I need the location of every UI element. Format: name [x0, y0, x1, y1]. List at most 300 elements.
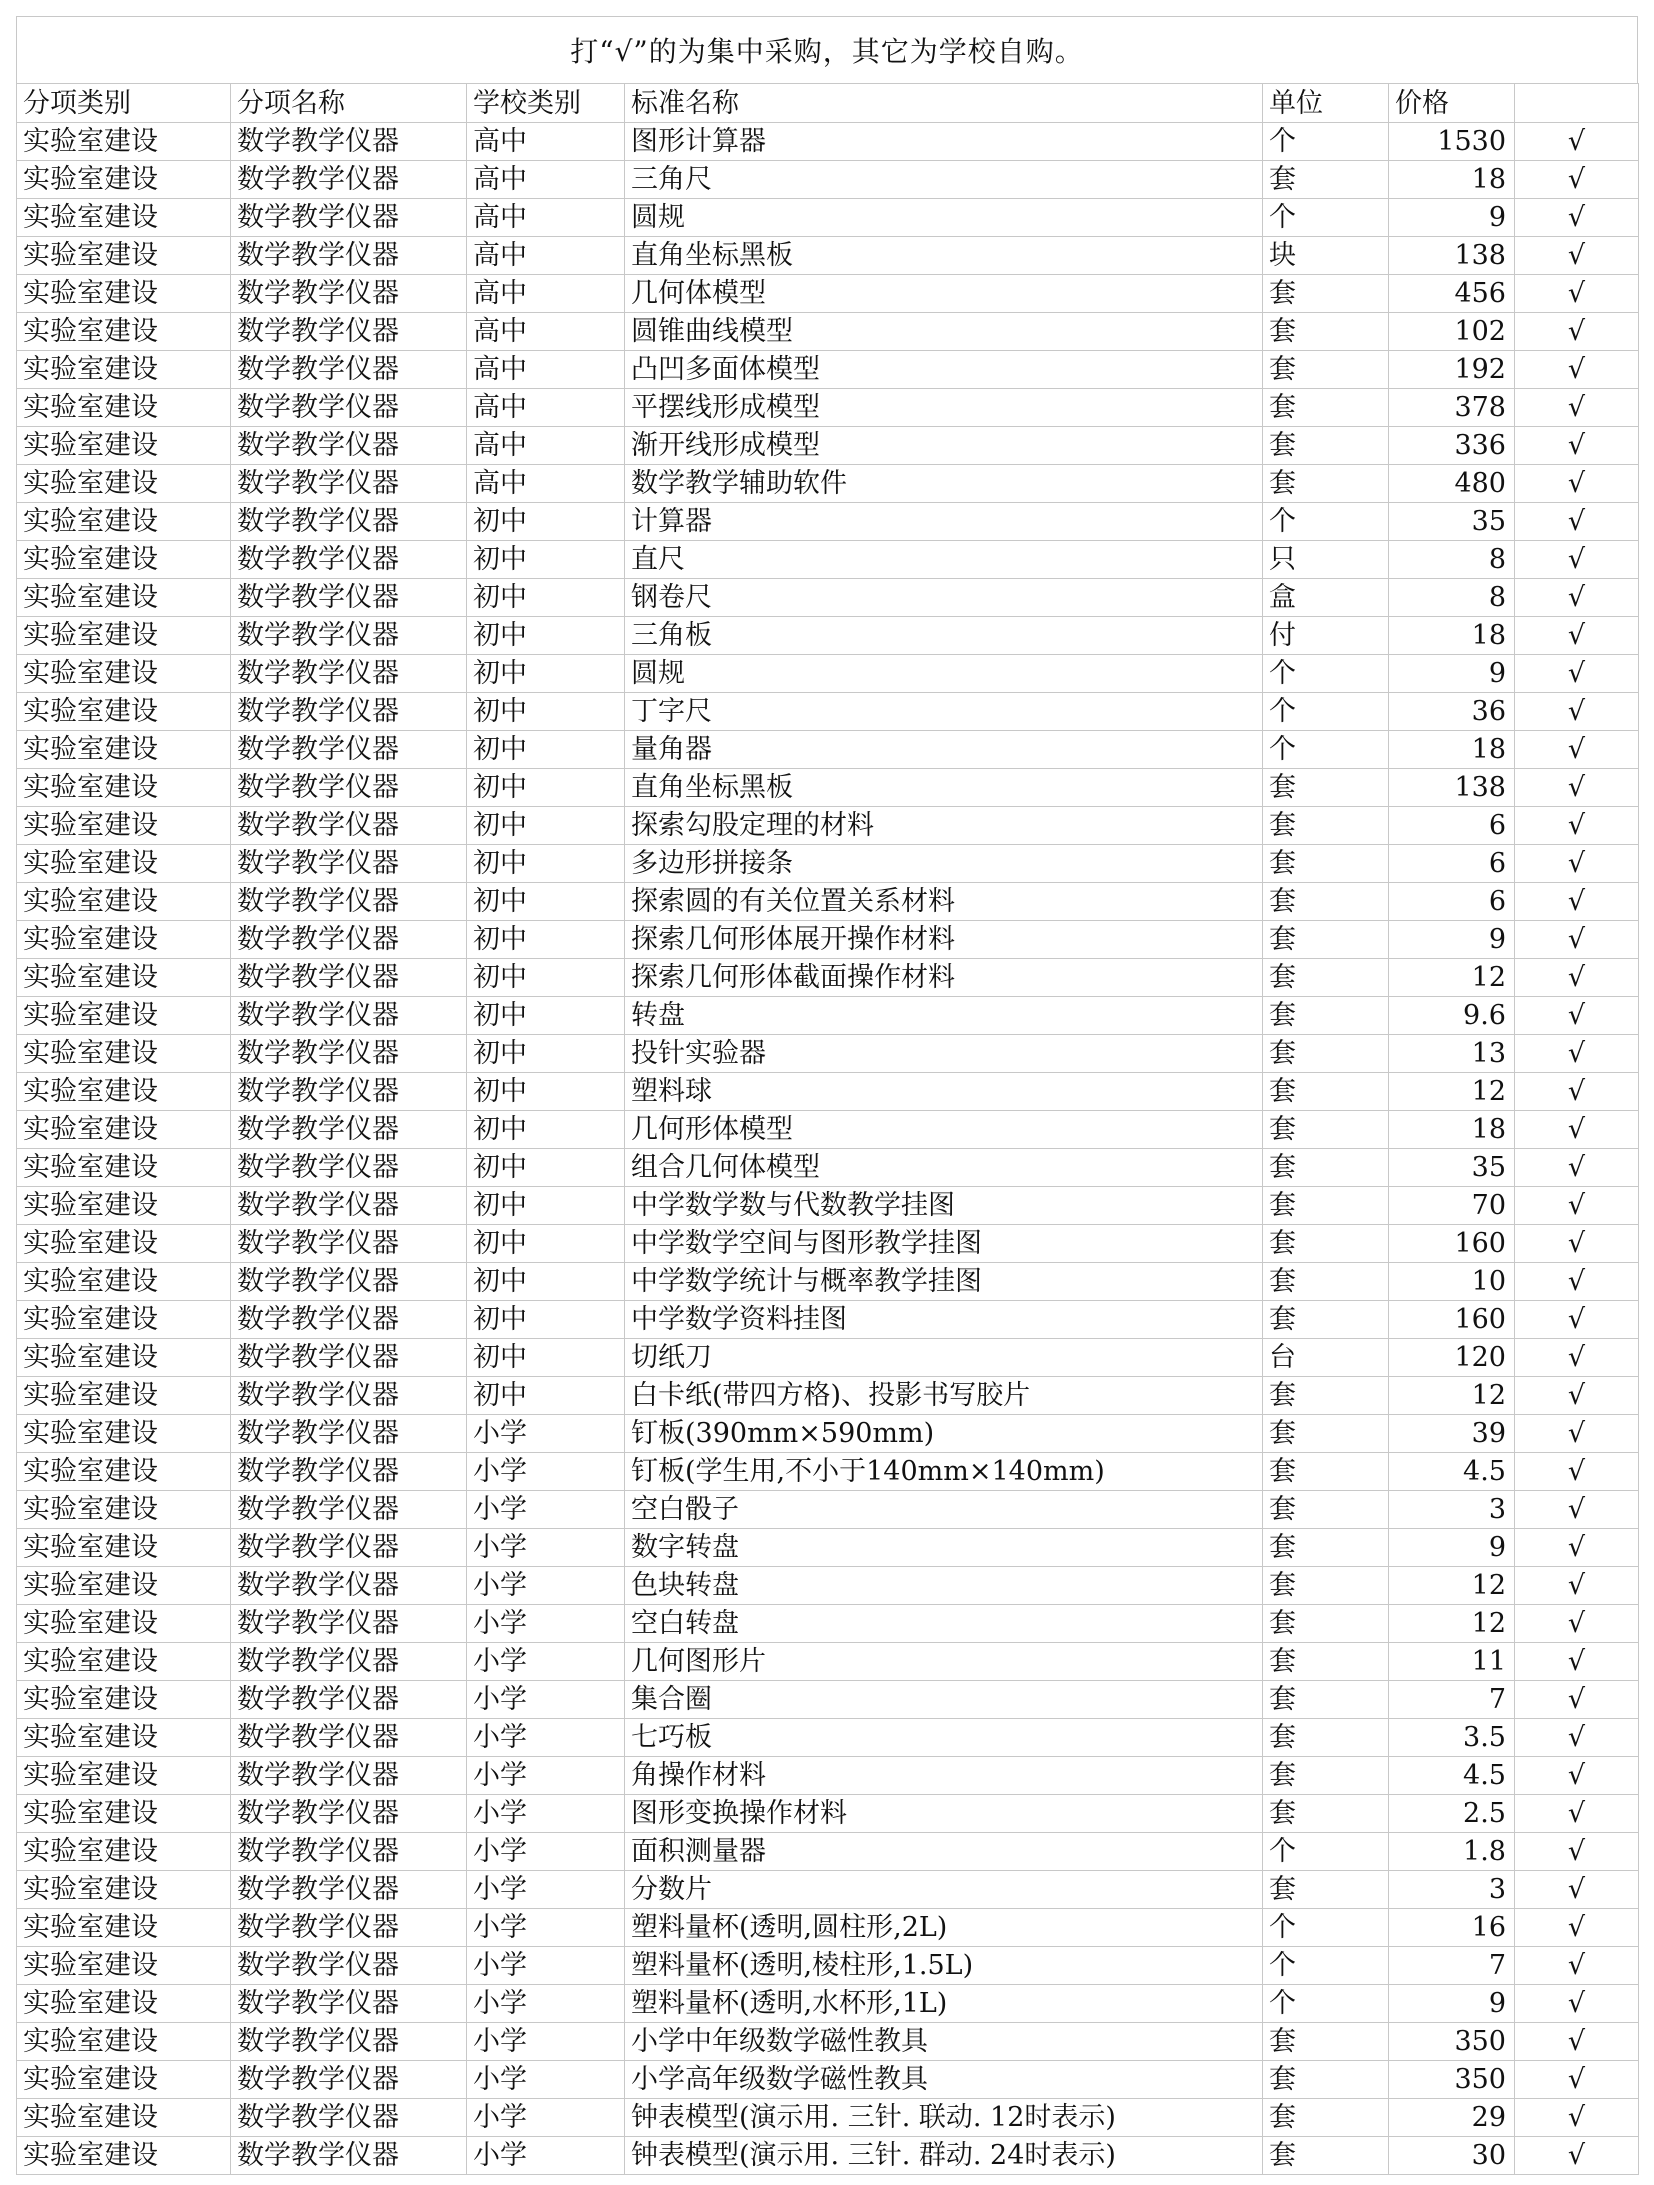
- unit-cell[interactable]: 套: [1263, 2061, 1389, 2099]
- school-type-cell[interactable]: 小学: [467, 2099, 625, 2137]
- item-group-cell[interactable]: 数学教学仪器: [231, 1263, 467, 1301]
- check-cell[interactable]: √: [1515, 1909, 1639, 1947]
- standard-name-cell[interactable]: 直尺: [625, 541, 1263, 579]
- standard-name-cell[interactable]: 转盘: [625, 997, 1263, 1035]
- price-cell[interactable]: 9: [1389, 655, 1515, 693]
- category-cell[interactable]: 实验室建设: [17, 655, 231, 693]
- item-group-cell[interactable]: 数学教学仪器: [231, 1187, 467, 1225]
- item-group-cell[interactable]: 数学教学仪器: [231, 1111, 467, 1149]
- unit-cell[interactable]: 套: [1263, 1795, 1389, 1833]
- school-type-cell[interactable]: 初中: [467, 1377, 625, 1415]
- unit-cell[interactable]: 套: [1263, 1035, 1389, 1073]
- price-cell[interactable]: 378: [1389, 389, 1515, 427]
- school-type-cell[interactable]: 小学: [467, 1453, 625, 1491]
- standard-name-cell[interactable]: 钟表模型(演示用. 三针. 群动. 24时表示): [625, 2137, 1263, 2175]
- standard-name-cell[interactable]: 三角板: [625, 617, 1263, 655]
- price-cell[interactable]: 3: [1389, 1491, 1515, 1529]
- price-cell[interactable]: 35: [1389, 503, 1515, 541]
- school-type-cell[interactable]: 初中: [467, 617, 625, 655]
- column-header[interactable]: 价格: [1389, 84, 1515, 123]
- standard-name-cell[interactable]: 数字转盘: [625, 1529, 1263, 1567]
- category-cell[interactable]: 实验室建设: [17, 389, 231, 427]
- price-cell[interactable]: 1.8: [1389, 1833, 1515, 1871]
- column-header[interactable]: [1515, 84, 1639, 123]
- unit-cell[interactable]: 套: [1263, 1681, 1389, 1719]
- standard-name-cell[interactable]: 切纸刀: [625, 1339, 1263, 1377]
- school-type-cell[interactable]: 初中: [467, 1073, 625, 1111]
- item-group-cell[interactable]: 数学教学仪器: [231, 959, 467, 997]
- unit-cell[interactable]: 套: [1263, 959, 1389, 997]
- school-type-cell[interactable]: 小学: [467, 1567, 625, 1605]
- category-cell[interactable]: 实验室建设: [17, 1149, 231, 1187]
- school-type-cell[interactable]: 小学: [467, 1871, 625, 1909]
- price-cell[interactable]: 4.5: [1389, 1757, 1515, 1795]
- category-cell[interactable]: 实验室建设: [17, 465, 231, 503]
- column-header[interactable]: 分项名称: [231, 84, 467, 123]
- price-cell[interactable]: 30: [1389, 2137, 1515, 2175]
- price-cell[interactable]: 102: [1389, 313, 1515, 351]
- item-group-cell[interactable]: 数学教学仪器: [231, 1605, 467, 1643]
- category-cell[interactable]: 实验室建设: [17, 313, 231, 351]
- school-type-cell[interactable]: 小学: [467, 1757, 625, 1795]
- unit-cell[interactable]: 套: [1263, 1225, 1389, 1263]
- standard-name-cell[interactable]: 空白骰子: [625, 1491, 1263, 1529]
- standard-name-cell[interactable]: 几何体模型: [625, 275, 1263, 313]
- standard-name-cell[interactable]: 平摆线形成模型: [625, 389, 1263, 427]
- standard-name-cell[interactable]: 塑料球: [625, 1073, 1263, 1111]
- check-cell[interactable]: √: [1515, 655, 1639, 693]
- category-cell[interactable]: 实验室建设: [17, 351, 231, 389]
- price-cell[interactable]: 6: [1389, 845, 1515, 883]
- school-type-cell[interactable]: 初中: [467, 845, 625, 883]
- unit-cell[interactable]: 套: [1263, 883, 1389, 921]
- standard-name-cell[interactable]: 直角坐标黑板: [625, 237, 1263, 275]
- standard-name-cell[interactable]: 探索几何形体截面操作材料: [625, 959, 1263, 997]
- category-cell[interactable]: 实验室建设: [17, 1985, 231, 2023]
- category-cell[interactable]: 实验室建设: [17, 1795, 231, 1833]
- unit-cell[interactable]: 只: [1263, 541, 1389, 579]
- check-cell[interactable]: √: [1515, 1681, 1639, 1719]
- school-type-cell[interactable]: 初中: [467, 1035, 625, 1073]
- unit-cell[interactable]: 个: [1263, 199, 1389, 237]
- unit-cell[interactable]: 个: [1263, 693, 1389, 731]
- item-group-cell[interactable]: 数学教学仪器: [231, 199, 467, 237]
- item-group-cell[interactable]: 数学教学仪器: [231, 921, 467, 959]
- price-cell[interactable]: 9: [1389, 1529, 1515, 1567]
- unit-cell[interactable]: 个: [1263, 731, 1389, 769]
- item-group-cell[interactable]: 数学教学仪器: [231, 997, 467, 1035]
- standard-name-cell[interactable]: 分数片: [625, 1871, 1263, 1909]
- school-type-cell[interactable]: 小学: [467, 1947, 625, 1985]
- category-cell[interactable]: 实验室建设: [17, 1111, 231, 1149]
- price-cell[interactable]: 70: [1389, 1187, 1515, 1225]
- school-type-cell[interactable]: 初中: [467, 807, 625, 845]
- column-header[interactable]: 单位: [1263, 84, 1389, 123]
- category-cell[interactable]: 实验室建设: [17, 921, 231, 959]
- check-cell[interactable]: √: [1515, 2061, 1639, 2099]
- school-type-cell[interactable]: 小学: [467, 1605, 625, 1643]
- check-cell[interactable]: √: [1515, 1035, 1639, 1073]
- price-cell[interactable]: 12: [1389, 1567, 1515, 1605]
- item-group-cell[interactable]: 数学教学仪器: [231, 845, 467, 883]
- check-cell[interactable]: √: [1515, 921, 1639, 959]
- item-group-cell[interactable]: 数学教学仪器: [231, 883, 467, 921]
- standard-name-cell[interactable]: 钟表模型(演示用. 三针. 联动. 12时表示): [625, 2099, 1263, 2137]
- check-cell[interactable]: √: [1515, 579, 1639, 617]
- item-group-cell[interactable]: 数学教学仪器: [231, 731, 467, 769]
- school-type-cell[interactable]: 初中: [467, 1263, 625, 1301]
- school-type-cell[interactable]: 高中: [467, 465, 625, 503]
- price-cell[interactable]: 456: [1389, 275, 1515, 313]
- check-cell[interactable]: √: [1515, 465, 1639, 503]
- item-group-cell[interactable]: 数学教学仪器: [231, 1377, 467, 1415]
- category-cell[interactable]: 实验室建设: [17, 1947, 231, 1985]
- school-type-cell[interactable]: 初中: [467, 655, 625, 693]
- standard-name-cell[interactable]: 钉板(学生用,不小于140mm×140mm): [625, 1453, 1263, 1491]
- price-cell[interactable]: 3: [1389, 1871, 1515, 1909]
- check-cell[interactable]: √: [1515, 503, 1639, 541]
- price-cell[interactable]: 10: [1389, 1263, 1515, 1301]
- item-group-cell[interactable]: 数学教学仪器: [231, 2061, 467, 2099]
- standard-name-cell[interactable]: 空白转盘: [625, 1605, 1263, 1643]
- category-cell[interactable]: 实验室建设: [17, 1529, 231, 1567]
- standard-name-cell[interactable]: 中学数学空间与图形教学挂图: [625, 1225, 1263, 1263]
- category-cell[interactable]: 实验室建设: [17, 503, 231, 541]
- item-group-cell[interactable]: 数学教学仪器: [231, 1301, 467, 1339]
- category-cell[interactable]: 实验室建设: [17, 123, 231, 161]
- column-header[interactable]: 标准名称: [625, 84, 1263, 123]
- unit-cell[interactable]: 台: [1263, 1339, 1389, 1377]
- item-group-cell[interactable]: 数学教学仪器: [231, 123, 467, 161]
- check-cell[interactable]: √: [1515, 617, 1639, 655]
- item-group-cell[interactable]: 数学教学仪器: [231, 1149, 467, 1187]
- standard-name-cell[interactable]: 投针实验器: [625, 1035, 1263, 1073]
- check-cell[interactable]: √: [1515, 959, 1639, 997]
- item-group-cell[interactable]: 数学教学仪器: [231, 1453, 467, 1491]
- price-cell[interactable]: 16: [1389, 1909, 1515, 1947]
- school-type-cell[interactable]: 初中: [467, 1301, 625, 1339]
- unit-cell[interactable]: 套: [1263, 1377, 1389, 1415]
- standard-name-cell[interactable]: 角操作材料: [625, 1757, 1263, 1795]
- column-header[interactable]: 分项类别: [17, 84, 231, 123]
- item-group-cell[interactable]: 数学教学仪器: [231, 1225, 467, 1263]
- price-cell[interactable]: 138: [1389, 769, 1515, 807]
- standard-name-cell[interactable]: 量角器: [625, 731, 1263, 769]
- category-cell[interactable]: 实验室建设: [17, 1073, 231, 1111]
- category-cell[interactable]: 实验室建设: [17, 731, 231, 769]
- category-cell[interactable]: 实验室建设: [17, 1643, 231, 1681]
- check-cell[interactable]: √: [1515, 769, 1639, 807]
- price-cell[interactable]: 18: [1389, 161, 1515, 199]
- standard-name-cell[interactable]: 探索几何形体展开操作材料: [625, 921, 1263, 959]
- category-cell[interactable]: 实验室建设: [17, 541, 231, 579]
- unit-cell[interactable]: 个: [1263, 1985, 1389, 2023]
- standard-name-cell[interactable]: 直角坐标黑板: [625, 769, 1263, 807]
- price-cell[interactable]: 160: [1389, 1301, 1515, 1339]
- school-type-cell[interactable]: 初中: [467, 1339, 625, 1377]
- check-cell[interactable]: √: [1515, 1187, 1639, 1225]
- item-group-cell[interactable]: 数学教学仪器: [231, 1719, 467, 1757]
- category-cell[interactable]: 实验室建设: [17, 1415, 231, 1453]
- check-cell[interactable]: √: [1515, 693, 1639, 731]
- standard-name-cell[interactable]: 图形计算器: [625, 123, 1263, 161]
- price-cell[interactable]: 160: [1389, 1225, 1515, 1263]
- item-group-cell[interactable]: 数学教学仪器: [231, 807, 467, 845]
- category-cell[interactable]: 实验室建设: [17, 1377, 231, 1415]
- unit-cell[interactable]: 套: [1263, 1301, 1389, 1339]
- price-cell[interactable]: 11: [1389, 1643, 1515, 1681]
- school-type-cell[interactable]: 小学: [467, 1529, 625, 1567]
- school-type-cell[interactable]: 高中: [467, 123, 625, 161]
- category-cell[interactable]: 实验室建设: [17, 1871, 231, 1909]
- category-cell[interactable]: 实验室建设: [17, 1681, 231, 1719]
- item-group-cell[interactable]: 数学教学仪器: [231, 1035, 467, 1073]
- item-group-cell[interactable]: 数学教学仪器: [231, 655, 467, 693]
- item-group-cell[interactable]: 数学教学仪器: [231, 351, 467, 389]
- price-cell[interactable]: 6: [1389, 883, 1515, 921]
- item-group-cell[interactable]: 数学教学仪器: [231, 427, 467, 465]
- category-cell[interactable]: 实验室建设: [17, 845, 231, 883]
- standard-name-cell[interactable]: 多边形拼接条: [625, 845, 1263, 883]
- school-type-cell[interactable]: 小学: [467, 2061, 625, 2099]
- school-type-cell[interactable]: 初中: [467, 1225, 625, 1263]
- standard-name-cell[interactable]: 中学数学资料挂图: [625, 1301, 1263, 1339]
- check-cell[interactable]: √: [1515, 1339, 1639, 1377]
- unit-cell[interactable]: 套: [1263, 2023, 1389, 2061]
- category-cell[interactable]: 实验室建设: [17, 1225, 231, 1263]
- unit-cell[interactable]: 套: [1263, 1187, 1389, 1225]
- item-group-cell[interactable]: 数学教学仪器: [231, 237, 467, 275]
- item-group-cell[interactable]: 数学教学仪器: [231, 1529, 467, 1567]
- check-cell[interactable]: √: [1515, 1643, 1639, 1681]
- unit-cell[interactable]: 套: [1263, 389, 1389, 427]
- check-cell[interactable]: √: [1515, 1567, 1639, 1605]
- price-cell[interactable]: 39: [1389, 1415, 1515, 1453]
- school-type-cell[interactable]: 初中: [467, 1187, 625, 1225]
- unit-cell[interactable]: 套: [1263, 351, 1389, 389]
- item-group-cell[interactable]: 数学教学仪器: [231, 693, 467, 731]
- unit-cell[interactable]: 套: [1263, 845, 1389, 883]
- item-group-cell[interactable]: 数学教学仪器: [231, 389, 467, 427]
- school-type-cell[interactable]: 小学: [467, 1833, 625, 1871]
- check-cell[interactable]: √: [1515, 161, 1639, 199]
- category-cell[interactable]: 实验室建设: [17, 769, 231, 807]
- school-type-cell[interactable]: 小学: [467, 1909, 625, 1947]
- price-cell[interactable]: 138: [1389, 237, 1515, 275]
- check-cell[interactable]: √: [1515, 541, 1639, 579]
- standard-name-cell[interactable]: 色块转盘: [625, 1567, 1263, 1605]
- check-cell[interactable]: √: [1515, 1871, 1639, 1909]
- standard-name-cell[interactable]: 钉板(390mm×590mm): [625, 1415, 1263, 1453]
- price-cell[interactable]: 13: [1389, 1035, 1515, 1073]
- school-type-cell[interactable]: 初中: [467, 883, 625, 921]
- item-group-cell[interactable]: 数学教学仪器: [231, 1947, 467, 1985]
- check-cell[interactable]: √: [1515, 351, 1639, 389]
- standard-name-cell[interactable]: 圆规: [625, 655, 1263, 693]
- category-cell[interactable]: 实验室建设: [17, 161, 231, 199]
- unit-cell[interactable]: 个: [1263, 655, 1389, 693]
- unit-cell[interactable]: 套: [1263, 1719, 1389, 1757]
- standard-name-cell[interactable]: 白卡纸(带四方格)、投影书写胶片: [625, 1377, 1263, 1415]
- check-cell[interactable]: √: [1515, 997, 1639, 1035]
- check-cell[interactable]: √: [1515, 1947, 1639, 1985]
- check-cell[interactable]: √: [1515, 2099, 1639, 2137]
- standard-name-cell[interactable]: 三角尺: [625, 161, 1263, 199]
- price-cell[interactable]: 29: [1389, 2099, 1515, 2137]
- standard-name-cell[interactable]: 圆规: [625, 199, 1263, 237]
- price-cell[interactable]: 2.5: [1389, 1795, 1515, 1833]
- unit-cell[interactable]: 套: [1263, 1453, 1389, 1491]
- unit-cell[interactable]: 套: [1263, 1263, 1389, 1301]
- price-cell[interactable]: 120: [1389, 1339, 1515, 1377]
- item-group-cell[interactable]: 数学教学仪器: [231, 1681, 467, 1719]
- price-cell[interactable]: 36: [1389, 693, 1515, 731]
- category-cell[interactable]: 实验室建设: [17, 1909, 231, 1947]
- price-cell[interactable]: 35: [1389, 1149, 1515, 1187]
- standard-name-cell[interactable]: 中学数学统计与概率教学挂图: [625, 1263, 1263, 1301]
- item-group-cell[interactable]: 数学教学仪器: [231, 579, 467, 617]
- price-cell[interactable]: 336: [1389, 427, 1515, 465]
- category-cell[interactable]: 实验室建设: [17, 2099, 231, 2137]
- item-group-cell[interactable]: 数学教学仪器: [231, 2099, 467, 2137]
- category-cell[interactable]: 实验室建设: [17, 1833, 231, 1871]
- check-cell[interactable]: √: [1515, 1415, 1639, 1453]
- check-cell[interactable]: √: [1515, 2023, 1639, 2061]
- standard-name-cell[interactable]: 组合几何体模型: [625, 1149, 1263, 1187]
- school-type-cell[interactable]: 初中: [467, 579, 625, 617]
- check-cell[interactable]: √: [1515, 1453, 1639, 1491]
- price-cell[interactable]: 192: [1389, 351, 1515, 389]
- standard-name-cell[interactable]: 塑料量杯(透明,水杯形,1L): [625, 1985, 1263, 2023]
- category-cell[interactable]: 实验室建设: [17, 1301, 231, 1339]
- unit-cell[interactable]: 套: [1263, 1491, 1389, 1529]
- price-cell[interactable]: 1530: [1389, 123, 1515, 161]
- category-cell[interactable]: 实验室建设: [17, 693, 231, 731]
- school-type-cell[interactable]: 初中: [467, 959, 625, 997]
- check-cell[interactable]: √: [1515, 389, 1639, 427]
- check-cell[interactable]: √: [1515, 123, 1639, 161]
- category-cell[interactable]: 实验室建设: [17, 1263, 231, 1301]
- check-cell[interactable]: √: [1515, 1149, 1639, 1187]
- unit-cell[interactable]: 套: [1263, 465, 1389, 503]
- check-cell[interactable]: √: [1515, 1757, 1639, 1795]
- price-cell[interactable]: 350: [1389, 2061, 1515, 2099]
- unit-cell[interactable]: 套: [1263, 1073, 1389, 1111]
- standard-name-cell[interactable]: 渐开线形成模型: [625, 427, 1263, 465]
- school-type-cell[interactable]: 初中: [467, 1111, 625, 1149]
- item-group-cell[interactable]: 数学教学仪器: [231, 1073, 467, 1111]
- item-group-cell[interactable]: 数学教学仪器: [231, 1415, 467, 1453]
- unit-cell[interactable]: 套: [1263, 275, 1389, 313]
- category-cell[interactable]: 实验室建设: [17, 997, 231, 1035]
- category-cell[interactable]: 实验室建设: [17, 617, 231, 655]
- item-group-cell[interactable]: 数学教学仪器: [231, 617, 467, 655]
- price-cell[interactable]: 12: [1389, 1377, 1515, 1415]
- category-cell[interactable]: 实验室建设: [17, 2061, 231, 2099]
- price-cell[interactable]: 9: [1389, 921, 1515, 959]
- item-group-cell[interactable]: 数学教学仪器: [231, 1567, 467, 1605]
- school-type-cell[interactable]: 小学: [467, 1795, 625, 1833]
- standard-name-cell[interactable]: 小学高年级数学磁性教具: [625, 2061, 1263, 2099]
- school-type-cell[interactable]: 高中: [467, 427, 625, 465]
- school-type-cell[interactable]: 小学: [467, 2023, 625, 2061]
- school-type-cell[interactable]: 高中: [467, 237, 625, 275]
- category-cell[interactable]: 实验室建设: [17, 1757, 231, 1795]
- price-cell[interactable]: 9: [1389, 199, 1515, 237]
- item-group-cell[interactable]: 数学教学仪器: [231, 1491, 467, 1529]
- item-group-cell[interactable]: 数学教学仪器: [231, 2137, 467, 2175]
- school-type-cell[interactable]: 初中: [467, 731, 625, 769]
- check-cell[interactable]: √: [1515, 237, 1639, 275]
- item-group-cell[interactable]: 数学教学仪器: [231, 313, 467, 351]
- school-type-cell[interactable]: 小学: [467, 1491, 625, 1529]
- check-cell[interactable]: √: [1515, 1491, 1639, 1529]
- item-group-cell[interactable]: 数学教学仪器: [231, 1643, 467, 1681]
- unit-cell[interactable]: 套: [1263, 1757, 1389, 1795]
- check-cell[interactable]: √: [1515, 275, 1639, 313]
- standard-name-cell[interactable]: 数学教学辅助软件: [625, 465, 1263, 503]
- category-cell[interactable]: 实验室建设: [17, 1491, 231, 1529]
- unit-cell[interactable]: 套: [1263, 1111, 1389, 1149]
- item-group-cell[interactable]: 数学教学仪器: [231, 769, 467, 807]
- unit-cell[interactable]: 个: [1263, 503, 1389, 541]
- category-cell[interactable]: 实验室建设: [17, 807, 231, 845]
- standard-name-cell[interactable]: 面积测量器: [625, 1833, 1263, 1871]
- standard-name-cell[interactable]: 丁字尺: [625, 693, 1263, 731]
- school-type-cell[interactable]: 高中: [467, 389, 625, 427]
- unit-cell[interactable]: 个: [1263, 1909, 1389, 1947]
- item-group-cell[interactable]: 数学教学仪器: [231, 1985, 467, 2023]
- item-group-cell[interactable]: 数学教学仪器: [231, 2023, 467, 2061]
- unit-cell[interactable]: 套: [1263, 313, 1389, 351]
- item-group-cell[interactable]: 数学教学仪器: [231, 161, 467, 199]
- category-cell[interactable]: 实验室建设: [17, 237, 231, 275]
- category-cell[interactable]: 实验室建设: [17, 1605, 231, 1643]
- school-type-cell[interactable]: 初中: [467, 1149, 625, 1187]
- check-cell[interactable]: √: [1515, 731, 1639, 769]
- check-cell[interactable]: √: [1515, 883, 1639, 921]
- category-cell[interactable]: 实验室建设: [17, 883, 231, 921]
- standard-name-cell[interactable]: 小学中年级数学磁性教具: [625, 2023, 1263, 2061]
- check-cell[interactable]: √: [1515, 1985, 1639, 2023]
- price-cell[interactable]: 12: [1389, 1073, 1515, 1111]
- price-cell[interactable]: 8: [1389, 579, 1515, 617]
- school-type-cell[interactable]: 初中: [467, 693, 625, 731]
- school-type-cell[interactable]: 初中: [467, 769, 625, 807]
- standard-name-cell[interactable]: 钢卷尺: [625, 579, 1263, 617]
- item-group-cell[interactable]: 数学教学仪器: [231, 1871, 467, 1909]
- standard-name-cell[interactable]: 塑料量杯(透明,圆柱形,2L): [625, 1909, 1263, 1947]
- check-cell[interactable]: √: [1515, 1529, 1639, 1567]
- price-cell[interactable]: 18: [1389, 731, 1515, 769]
- unit-cell[interactable]: 套: [1263, 921, 1389, 959]
- item-group-cell[interactable]: 数学教学仪器: [231, 1339, 467, 1377]
- check-cell[interactable]: √: [1515, 2137, 1639, 2175]
- price-cell[interactable]: 8: [1389, 541, 1515, 579]
- unit-cell[interactable]: 套: [1263, 769, 1389, 807]
- item-group-cell[interactable]: 数学教学仪器: [231, 275, 467, 313]
- category-cell[interactable]: 实验室建设: [17, 1719, 231, 1757]
- unit-cell[interactable]: 套: [1263, 2099, 1389, 2137]
- school-type-cell[interactable]: 高中: [467, 275, 625, 313]
- check-cell[interactable]: √: [1515, 1377, 1639, 1415]
- school-type-cell[interactable]: 初中: [467, 503, 625, 541]
- check-cell[interactable]: √: [1515, 1263, 1639, 1301]
- item-group-cell[interactable]: 数学教学仪器: [231, 1833, 467, 1871]
- category-cell[interactable]: 实验室建设: [17, 1567, 231, 1605]
- price-cell[interactable]: 18: [1389, 1111, 1515, 1149]
- price-cell[interactable]: 6: [1389, 807, 1515, 845]
